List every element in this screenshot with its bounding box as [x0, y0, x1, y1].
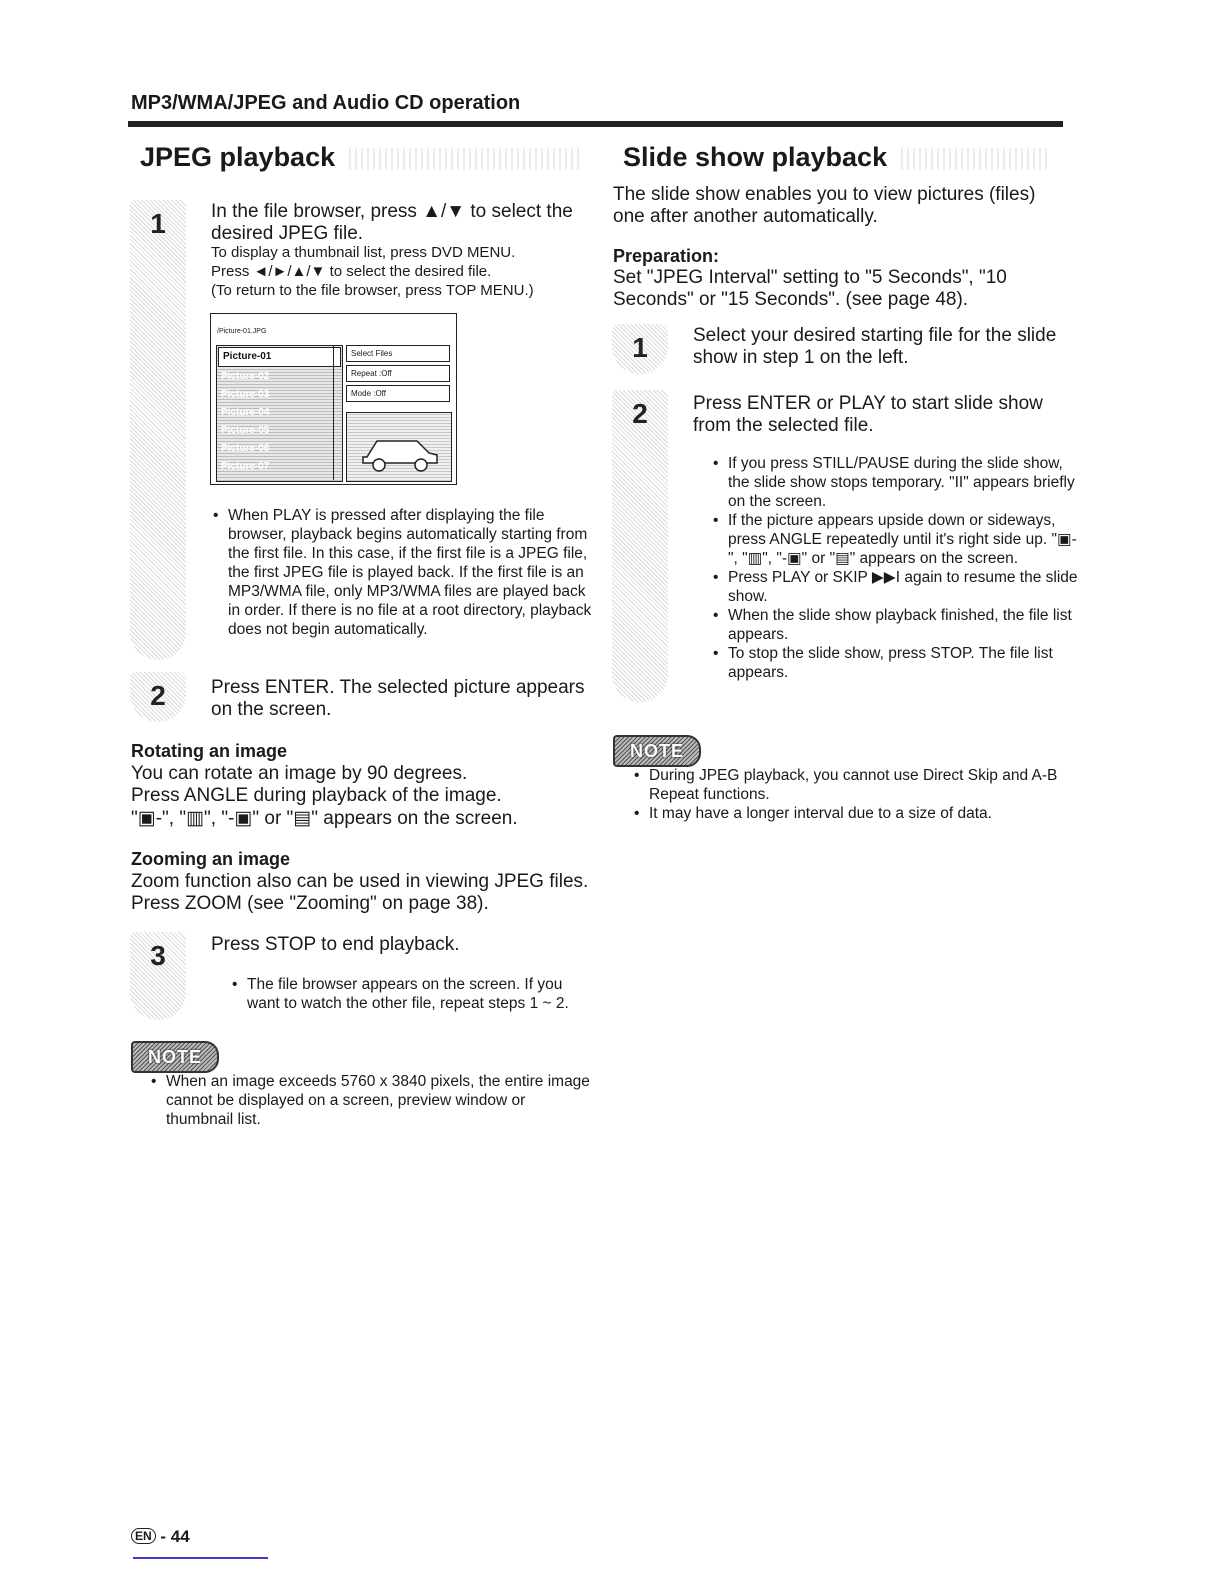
language-icon: EN [131, 1528, 156, 1544]
step-3-text: Press STOP to end playback. [211, 934, 460, 955]
step-1-badge: 1 [130, 200, 186, 660]
bullet-item: • To stop the slide show, press STOP. The file list appears. [728, 644, 1080, 682]
step-3-badge: 3 [130, 932, 186, 1020]
note-badge-left: NOTE [131, 1041, 219, 1073]
rotating-line2: Press ANGLE during playback of the image. [131, 785, 502, 806]
menu-item: Mode :Off [346, 385, 450, 402]
page-number: EN - 44 [131, 1527, 190, 1547]
footer-line [133, 1557, 268, 1559]
step-1-line2: Press ◄/►/▲/▼ to select the desired file. [211, 263, 492, 280]
bullet-item: • The file browser appears on the screen. If you want to watch the other file, repeat steps 1 ~ 2. [247, 975, 599, 1013]
note-bullets-right [631, 766, 1069, 823]
note-bullets-left [148, 1072, 596, 1129]
slide-step-2-badge: 2 [612, 390, 668, 702]
bullet-item: • Press PLAY or SKIP ▶▶I again to resume the slide show. [728, 568, 1080, 606]
slide-show-intro: The slide show enables you to view pictures (files) one after another automatically. [613, 184, 1036, 227]
step-1-line1: To display a thumbnail list, press DVD MENU. [211, 244, 516, 261]
list-item: Picture-06 [221, 443, 270, 454]
step-2-badge: 2 [130, 672, 186, 722]
bullet-item: • When the slide show playback finished, the file list appears. [728, 606, 1080, 644]
step-1-line3: (To return to the file browser, press TOP MENU.) [211, 282, 534, 299]
menu-item: Select Files [346, 345, 450, 362]
step-1-text: In the file browser, press ▲/▼ to select the desired JPEG file. [211, 201, 573, 244]
step-3-bullets [229, 975, 599, 1013]
rotating-line3: "▣-", "▥", "-▣" or "▤" appears on the screen. [131, 808, 518, 829]
bullet-item: • During JPEG playback, you cannot use Direct Skip and A-B Repeat functions. [649, 766, 1069, 804]
list-item: Picture-05 [221, 425, 270, 436]
list-item: Picture-04 [221, 407, 270, 418]
step-1-bullets [210, 506, 600, 639]
slide-show-title: Slide show playback [623, 142, 1051, 173]
thumbnail-list [216, 345, 343, 482]
slide-step-1-text: Select your desired starting file for the slide show in step 1 on the left. [693, 325, 1057, 368]
preparation-text: Set "JPEG Interval" setting to "5 Seconds", "10 Seconds" or "15 Seconds". (see page 48). [613, 267, 1007, 310]
page-header: MP3/WMA/JPEG and Audio CD operation [131, 92, 521, 114]
bullet-item: • When an image exceeds 5760 x 3840 pixels, the entire image cannot be displayed on a screen, preview window or thumbnail list. [166, 1072, 596, 1129]
preparation-heading: Preparation: [613, 246, 720, 266]
list-item: Picture-01 [218, 347, 341, 367]
zooming-line1: Zoom function also can be used in viewing JPEG files. [131, 871, 589, 892]
bullet-item: • It may have a longer interval due to a size of data. [649, 804, 1069, 823]
zooming-heading: Zooming an image [131, 849, 291, 869]
rotating-line1: You can rotate an image by 90 degrees. [131, 763, 468, 784]
option-menu [346, 345, 450, 405]
bullet-item: • When PLAY is pressed after displaying the file browser, playback begins automatically starting from the first file. In this case, if the first file is a JPEG file, the first JPEG file is played back. If the first file is an MP3/WMA file, only MP3/WMA files are played back in order. If there is no file at a root directory, playback does not begin automatically. [228, 506, 600, 639]
file-path: /Picture-01.JPG [217, 328, 267, 335]
list-item: Picture-03 [221, 389, 270, 400]
slide-step-2-text: Press ENTER or PLAY to start slide show from the selected file. [693, 393, 1043, 436]
header-rule [128, 121, 1063, 127]
jpeg-playback-title: JPEG playback [140, 142, 579, 173]
list-item: Picture-02 [221, 371, 270, 382]
preview-window [346, 412, 452, 482]
bullet-item: • If the picture appears upside down or sideways, press ANGLE repeatedly until it's right side up. "▣-", "▥", "-▣" or "▤" appears on the screen. [728, 511, 1080, 568]
slide-step-1-badge: 1 [612, 324, 668, 374]
file-browser-screenshot [210, 313, 457, 485]
car-picture-icon [347, 413, 451, 481]
rotating-heading: Rotating an image [131, 741, 288, 761]
list-item: Picture-07 [221, 461, 270, 472]
bullet-item: • If you press STILL/PAUSE during the slide show, the slide show stops temporary. "II" appears briefly on the screen. [728, 454, 1080, 511]
slide-step-2-bullets [710, 454, 1080, 682]
zooming-line2: Press ZOOM (see "Zooming" on page 38). [131, 893, 489, 914]
note-badge-right: NOTE [613, 735, 701, 767]
scrollbar [333, 345, 342, 480]
step-2-text: Press ENTER. The selected picture appears on the screen. [211, 677, 585, 720]
menu-item: Repeat :Off [346, 365, 450, 382]
